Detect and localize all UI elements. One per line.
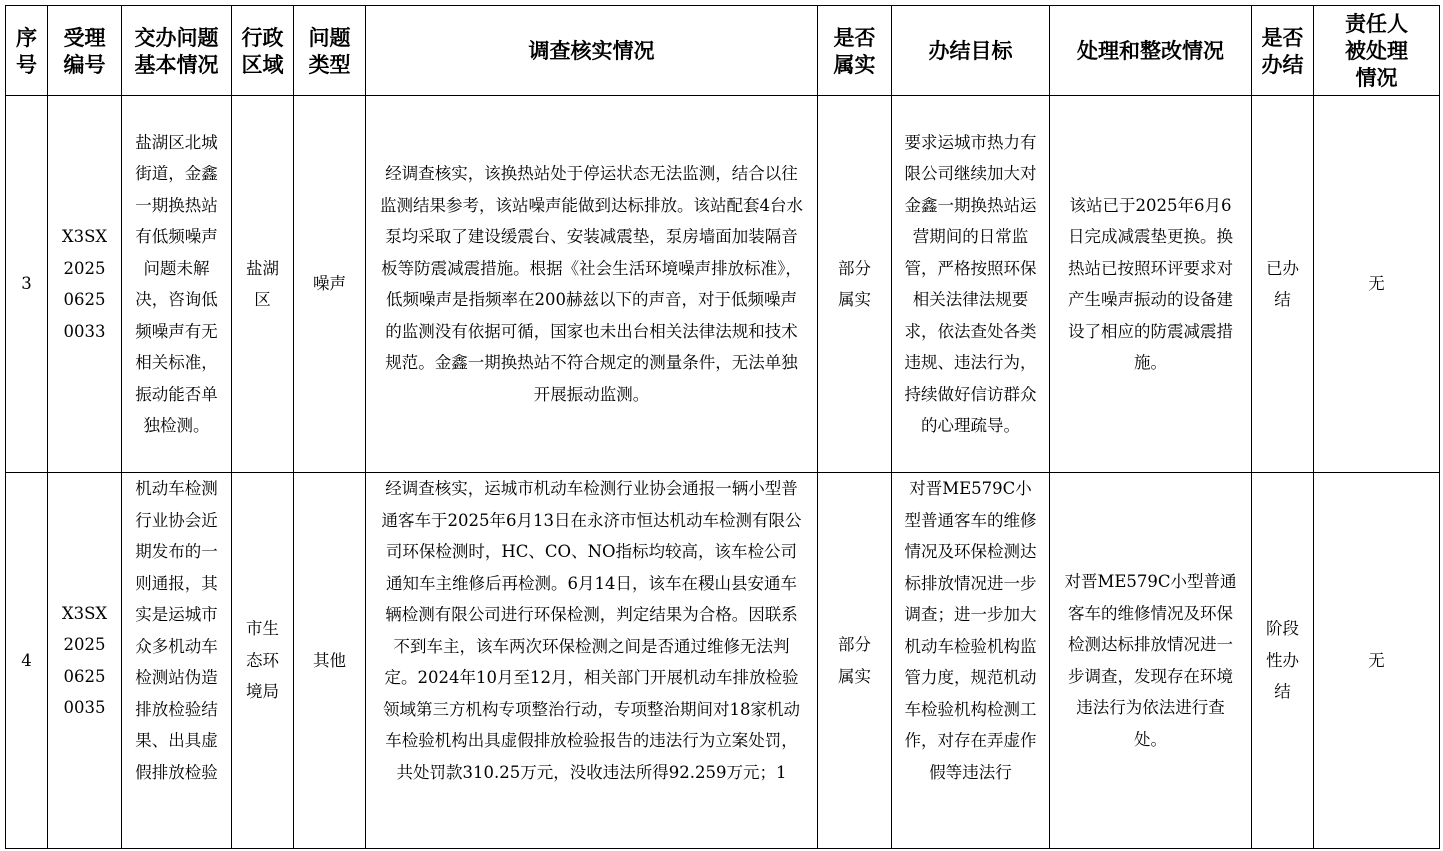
header-no: 序 号 bbox=[6, 6, 48, 96]
row-person: 无 bbox=[1314, 473, 1440, 849]
row-type: 其他 bbox=[294, 473, 366, 849]
row-id: X3SX202506250035 bbox=[48, 473, 122, 849]
row-region: 盐湖区 bbox=[232, 96, 294, 473]
header-region: 行政 区域 bbox=[232, 6, 294, 96]
row-closed: 已办结 bbox=[1252, 96, 1314, 473]
header-issue: 交办问题 基本情况 bbox=[122, 6, 232, 96]
row-closed: 阶段性办结 bbox=[1252, 473, 1314, 849]
row-person: 无 bbox=[1314, 96, 1440, 473]
row-investigation bbox=[366, 473, 818, 849]
header-person: 责任人 被处理 情况 bbox=[1314, 6, 1440, 96]
row-investigation: 经调查核实，该换热站处于停运状态无法监测，结合以往监测结果参考，该站噪声能做到达标排放。该站配套4台水泵均采取了建设缓震台、安装减震垫，泵房墙面加装隔音板等防震减震措施。根据《社会生活环境噪声排放标准》，低频噪声是指频率在200赫兹以下的声音，对于低频噪声的监测没有依据可循，国家也未出台相关法律法规和技术规范。金鑫一期换热站不符合规定的测量条件，无法单独开展振动监测。 bbox=[366, 96, 818, 473]
row-no: 3 bbox=[6, 96, 48, 473]
row-goal bbox=[892, 473, 1050, 849]
row-goal-text: 对晋ME579C小型普通客车的维修情况及环保检测达标排放情况进一步调查；进一步加大机动车检验机构监管力度，规范机动车检验机构检测工作，对存在弄虚作假等违法行 bbox=[904, 479, 1037, 782]
row-issue-text: 机动车检测行业协会近期发布的一则通报，其实是运城市众多机动车检测站伪造排放检验结果、出具虚假排放检验 bbox=[135, 479, 218, 782]
header-row bbox=[6, 6, 1440, 96]
table-row bbox=[6, 96, 1440, 473]
row-type: 噪声 bbox=[294, 96, 366, 473]
header-handling: 处理和整改情况 bbox=[1050, 6, 1252, 96]
complaint-table bbox=[5, 5, 1440, 849]
row-handling: 对晋ME579C小型普通客车的维修情况及环保检测达标排放情况进一步调查，发现存在环境违法行为依法进行查处。 bbox=[1050, 473, 1252, 849]
header-goal: 办结目标 bbox=[892, 6, 1050, 96]
row-issue: 盐湖区北城街道，金鑫一期换热站有低频噪声问题未解决，咨询低频噪声有无相关标准，振动能否单独检测。 bbox=[122, 96, 232, 473]
row-goal: 要求运城市热力有限公司继续加大对金鑫一期换热站运营期间的日常监管，严格按照环保相关法律法规要求，依法查处各类违规、违法行为，持续做好信访群众的心理疏导。 bbox=[892, 96, 1050, 473]
row-no: 4 bbox=[6, 473, 48, 849]
row-handling: 该站已于2025年6月6日完成减震垫更换。换热站已按照环评要求对产生噪声振动的设备建设了相应的防震减震措施。 bbox=[1050, 96, 1252, 473]
row-investigation-text: 经调查核实，运城市机动车检测行业协会通报一辆小型普通客车于2025年6月13日在永济市恒达机动车检测有限公司环保检测时，HC、CO、NO指标均较高，该车检公司通知车主维修后再检测。6月14日，该车在稷山县安通车辆检测有限公司进行环保检测，判定结果为合格。因联系不到车主，该车两次环保检测之间是否通过维修无法判定。2024年10月至12月，相关部门开展机动车排放检验领域第三方机构专项整治行动，专项整治期间对18家机动车检验机构出具虚假排放检验报告的违法行为立案处罚，共处罚款310.25万元，没收违法所得92.259万元；1 bbox=[381, 479, 802, 782]
row-region: 市生态环境局 bbox=[232, 473, 294, 849]
table-row bbox=[6, 473, 1440, 849]
header-type: 问题 类型 bbox=[294, 6, 366, 96]
header-closed: 是否 办结 bbox=[1252, 6, 1314, 96]
header-id: 受理 编号 bbox=[48, 6, 122, 96]
header-investigation: 调查核实情况 bbox=[366, 6, 818, 96]
row-issue bbox=[122, 473, 232, 849]
row-truth: 部分属实 bbox=[818, 96, 892, 473]
row-id: X3SX202506250033 bbox=[48, 96, 122, 473]
row-truth: 部分属实 bbox=[818, 473, 892, 849]
header-truth: 是否 属实 bbox=[818, 6, 892, 96]
